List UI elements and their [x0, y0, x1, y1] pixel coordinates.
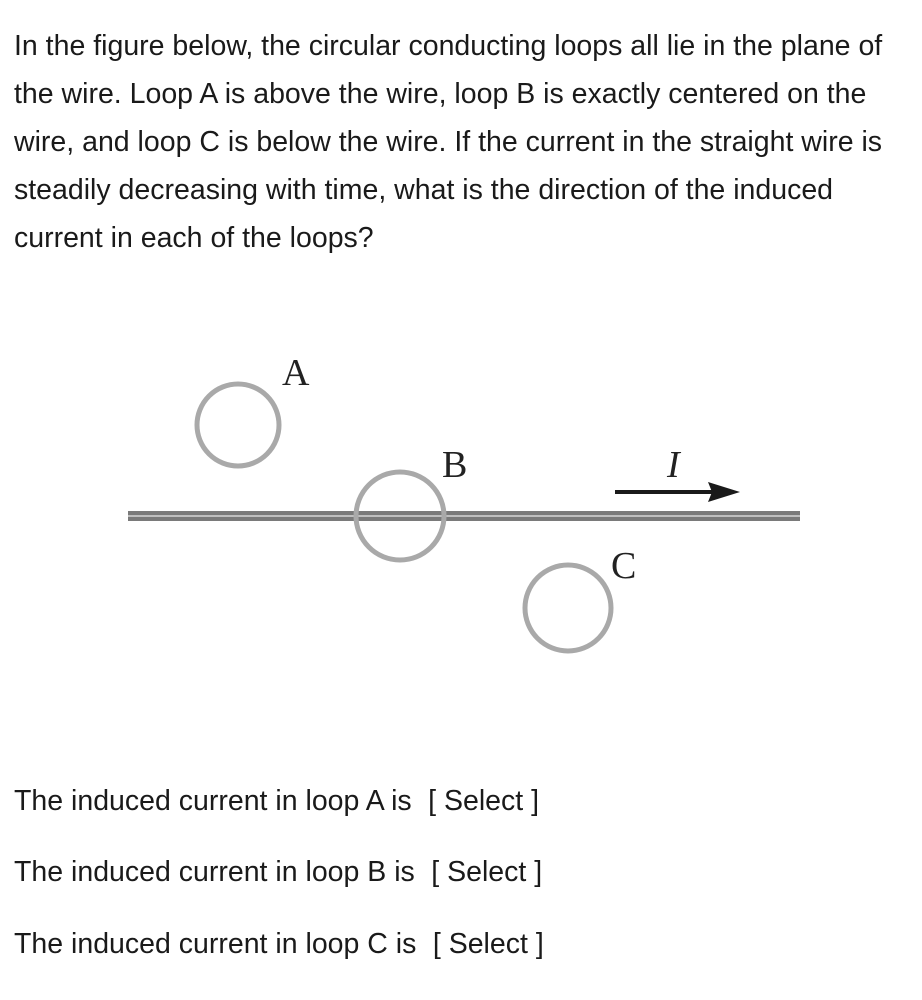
loops-diagram: [0, 340, 922, 680]
answer-row-loop-b: [14, 852, 542, 892]
select-loop-c-dropdown[interactable]: [ Select ]: [432, 928, 544, 960]
label-b: B: [442, 444, 468, 486]
loop-a: [197, 384, 279, 466]
loops-figure: [0, 340, 922, 680]
answer-prompt-loop-b: The induced current in loop B is: [14, 856, 415, 888]
label-c: C: [611, 545, 637, 587]
label-a: A: [282, 352, 310, 394]
answer-prompt-loop-c: The induced current in loop C is: [14, 928, 417, 960]
answer-prompt-loop-a: The induced current in loop A is: [14, 785, 412, 817]
select-loop-b-dropdown[interactable]: [ Select ]: [431, 856, 543, 888]
straight-wire: [128, 511, 800, 521]
label-current: I: [667, 444, 680, 486]
answer-row-loop-c: [14, 924, 544, 964]
answer-row-loop-a: [14, 781, 539, 821]
loop-c: [525, 565, 611, 651]
question-text: In the figure below, the circular conducting loops all lie in the plane of the wire. Loop A is above the wire, loop B is exactly centered on the wire, and loop C is below the wire. If the current in the straight wire is steadily decreasing with time, what is the direction of the induced current in each of the loops?: [14, 30, 883, 254]
select-loop-a-dropdown[interactable]: [ Select ]: [428, 785, 540, 817]
